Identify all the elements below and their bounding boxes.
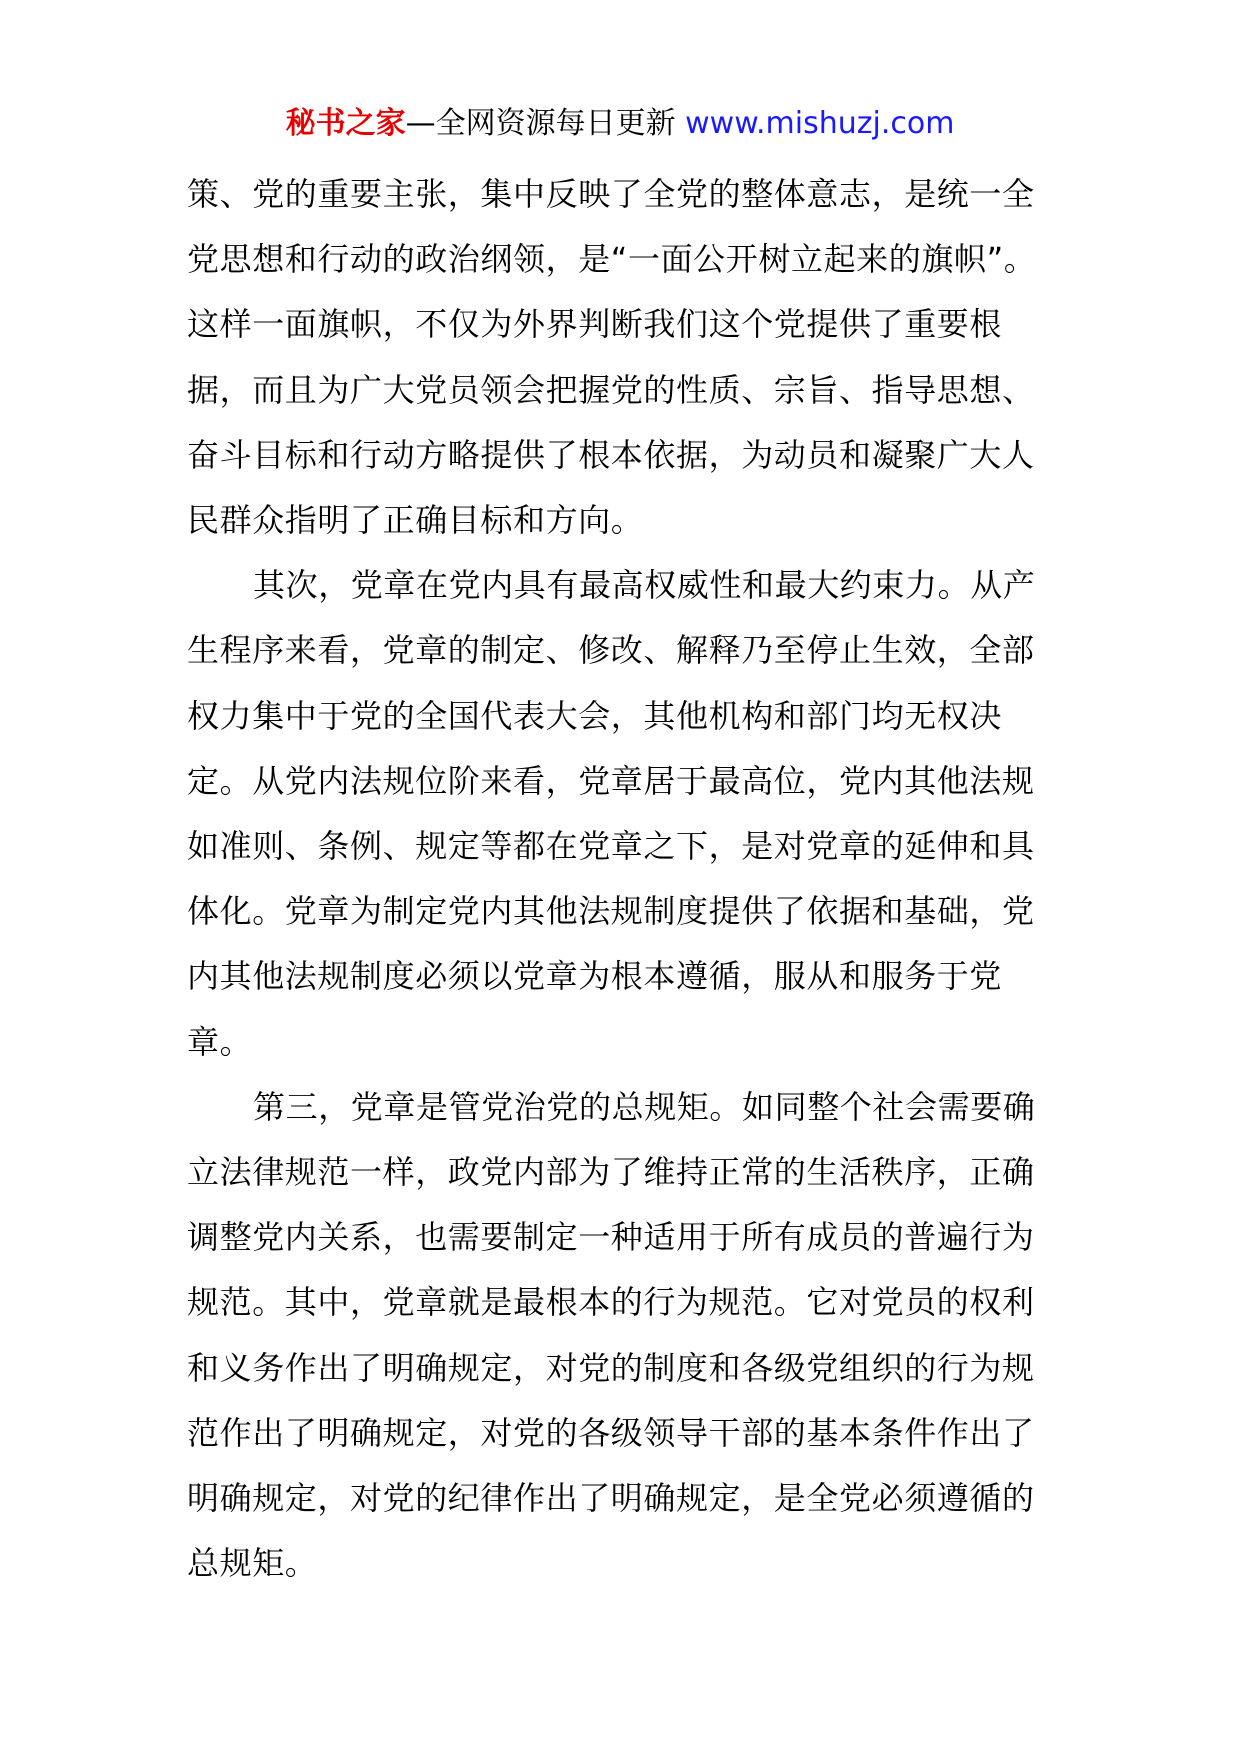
document-body (187, 162, 1057, 1596)
header-brand: 秘书之家 (285, 106, 406, 141)
header-site-url[interactable]: www.mishuzj.com (685, 106, 955, 141)
header-tagline: —全网资源每日更新 (405, 106, 686, 141)
paragraph-third: 第三，党章是管党治党的总规矩。如同整个社会需要确立法律规范一样，政党内部为了维持正常的生活秩序，正确调整党内关系，也需要制定一种适用于所有成员的普遍行为规范。其中，党章就是最根本的行为规范。它对党员的权利和义务作出了明确规定，对党的制度和各级党组织的行为规范作出了明确规定，对党的各级领导干部的基本条件作出了明确规定，对党的纪律作出了明确规定，是全党必须遵循的总规矩。 (187, 1087, 1036, 1583)
paragraph-second: 其次，党章在党内具有最高权威性和最大约束力。从产生程序来看，党章的制定、修改、解释乃至停止生效，全部权力集中于党的全国代表大会，其他机构和部门均无权决定。从党内法规位阶来看，党章居于最高位，党内其他法规如准则、条例、规定等都在党章之下，是对党章的延伸和具体化。党章为制定党内其他法规制度提供了依据和基础，党内其他法规制度必须以党章为根本遵循，服从和服务于党章。 (187, 566, 1036, 1061)
paragraph-continuation: 策、党的重要主张，集中反映了全党的整体意志，是统一全党思想和行动的政治纲领，是“一面公开树立起来的旗帜”。这样一面旗帜，不仅为外界判断我们这个党提供了重要根据，而且为广大党员领会把握党的性质、宗旨、指导思想、奋斗目标和行动方略提供了根本依据，为动员和凝聚广大人民群众指明了正确目标和方向。 (187, 175, 1037, 540)
page-header (0, 104, 1240, 144)
